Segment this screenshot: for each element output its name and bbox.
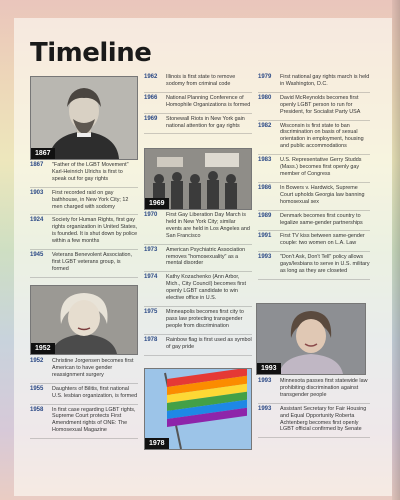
entry-year: 1978 [144, 336, 158, 343]
entry-year: 1867 [30, 162, 44, 168]
entry-year: 1979 [258, 74, 272, 80]
timeline-column-1-lower [30, 356, 138, 439]
man-portrait-image [31, 77, 137, 159]
page-title: Timeline [30, 38, 152, 68]
entry-year: 1993 [258, 378, 272, 384]
entry-year: 1969 [144, 115, 158, 122]
entry-text: "Father of the LGBT Movement" Karl-Heinrich Ulrichs is first to speak out for gay rights [52, 162, 129, 182]
entry-text: Denmark becomes first country to legalize same-gender partnerships [280, 212, 363, 226]
timeline-entry [258, 183, 370, 211]
timeline-entry [144, 335, 252, 356]
timeline-entry [144, 210, 252, 245]
photo-year-label: 1969 [145, 198, 169, 209]
timeline-column-2 [144, 72, 252, 134]
entry-year: 1991 [258, 233, 272, 240]
entry-text: Kathy Kozachenko (Ann Arbor, Mich., City Council) becomes first openly LGBT candidate to win elective office in U.S. [166, 274, 246, 302]
timeline-entry [258, 376, 370, 404]
entry-year: 1962 [144, 74, 158, 80]
woman-portrait-photo [30, 285, 138, 355]
timeline-entry [258, 121, 370, 156]
entry-year: 1974 [144, 274, 158, 281]
entry-text: Illinois is first state to remove sodomy from criminal code [166, 74, 236, 87]
timeline-entry [30, 160, 138, 188]
timeline-entry [30, 356, 138, 384]
timeline-entry [30, 405, 138, 440]
timeline-column-3-lower [258, 376, 370, 438]
entry-year: 1945 [30, 252, 44, 259]
entry-year: 1958 [30, 406, 44, 413]
photo-year-label: 1978 [145, 438, 169, 449]
entry-year: 1970 [144, 212, 158, 218]
woman-portrait-photo [256, 303, 366, 375]
entry-year: 1973 [144, 246, 158, 253]
timeline-column-3 [258, 72, 370, 280]
entry-text: In Bowers v. Hardwick, Supreme Court upholds Georgia law banning homosexual sex [280, 184, 365, 205]
entry-year: 1966 [144, 94, 158, 101]
entry-text: Minnesota passes first statewide law prohibiting discrimination against transgender people [280, 378, 368, 398]
entry-year: 1975 [144, 308, 158, 315]
entry-text: U.S. Representative Gerry Studds (Mass.) becomes first openly gay member of Congress [280, 157, 362, 177]
entry-text: American Psychiatric Association removes "homosexuality" as a mental disorder [166, 246, 246, 267]
page-edge [392, 0, 400, 500]
timeline-entry [258, 155, 370, 183]
timeline-entry [30, 250, 138, 278]
photo-year-label: 1993 [257, 363, 281, 374]
timeline-entry [258, 404, 370, 439]
timeline-entry [144, 114, 252, 135]
entry-year: 1903 [30, 189, 44, 196]
timeline-entry [258, 252, 370, 280]
timeline-column-2-lower [144, 210, 252, 356]
entry-year: 1986 [258, 184, 272, 191]
entry-text: Society for Human Rights, first gay rights organization in United States, is founded. It is shut down by police within a few months [52, 217, 138, 245]
photo-year-label: 1867 [31, 148, 55, 159]
entry-text: Minneapolis becomes first city to pass law protecting transgender people from discrimination [166, 308, 244, 329]
entry-text: Rainbow flag is first used as symbol of gay pride [166, 336, 252, 350]
entry-text: Wisconsin is first state to ban discrimination on basis of sexual orientation in employment, housing and public accommodations [280, 122, 364, 150]
entry-year: 1993 [258, 405, 272, 412]
entry-text: Christine Jorgensen becomes first American to have gender reassignment surgery [52, 358, 134, 378]
timeline-entry [258, 211, 370, 232]
timeline-entry [30, 215, 138, 250]
entry-text: First TV kiss between same-gender couple: two women on L.A. Law [280, 233, 365, 247]
timeline-entry [258, 93, 370, 121]
timeline-entry [144, 93, 252, 114]
entry-text: National Planning Conference of Homophile Organizations is formed [166, 94, 251, 108]
rainbow-flag-image [145, 369, 251, 449]
timeline-entry [258, 72, 370, 93]
entry-text: First Gay Liberation Day March is held in New York City; similar events are held in Los Angeles and San Francisco [166, 212, 250, 239]
protest-crowd-photo [144, 148, 252, 210]
entry-text: First national gay rights march is held in Washington, D.C. [280, 74, 370, 87]
entry-year: 1989 [258, 212, 272, 219]
timeline-entry [144, 72, 252, 93]
timeline-entry [144, 272, 252, 307]
entry-text: First recorded raid on gay bathhouse, in New York City; 12 men charged with sodomy [52, 189, 129, 210]
entry-year: 1980 [258, 94, 272, 101]
timeline-entry [258, 231, 370, 252]
entry-text: David McReynolds becomes first openly LGBT person to run for President, for Socialist Party USA [280, 94, 361, 115]
man-portrait-photo [30, 76, 138, 160]
photo-year-label: 1952 [31, 343, 55, 354]
timeline-entry [144, 307, 252, 335]
rainbow-flag-photo [144, 368, 252, 450]
timeline-column-1 [30, 160, 138, 278]
entry-text: Veterans Benevolent Association, first LGBT veterans group, is formed [52, 252, 133, 272]
entry-year: 1952 [30, 358, 44, 364]
entry-year: 1982 [258, 122, 272, 129]
timeline-entry [144, 245, 252, 273]
entry-year: 1993 [258, 254, 272, 261]
entry-year: 1924 [30, 217, 44, 224]
entry-year: 1983 [258, 157, 272, 164]
entry-text: Assistant Secretary for Fair Housing and Equal Opportunity Roberta Achtenberg becomes first openly LGBT official confirmed by Senate [280, 405, 367, 433]
timeline-entry [30, 188, 138, 216]
entry-text: "Don't Ask, Don't Tell" policy allows gays/lesbians to serve in U.S. military as long as they are closeted [280, 254, 370, 275]
timeline-entry [30, 384, 138, 405]
entry-year: 1955 [30, 385, 44, 392]
entry-text: In first case regarding LGBT rights, Supreme Court protects First Amendment rights of ONE: The Homosexual Magazine [52, 406, 136, 434]
entry-text: Stonewall Riots in New York gain national attention for gay rights [166, 115, 245, 129]
entry-text: Daughters of Bilitis, first national U.S. lesbian organization, is formed [52, 385, 138, 399]
